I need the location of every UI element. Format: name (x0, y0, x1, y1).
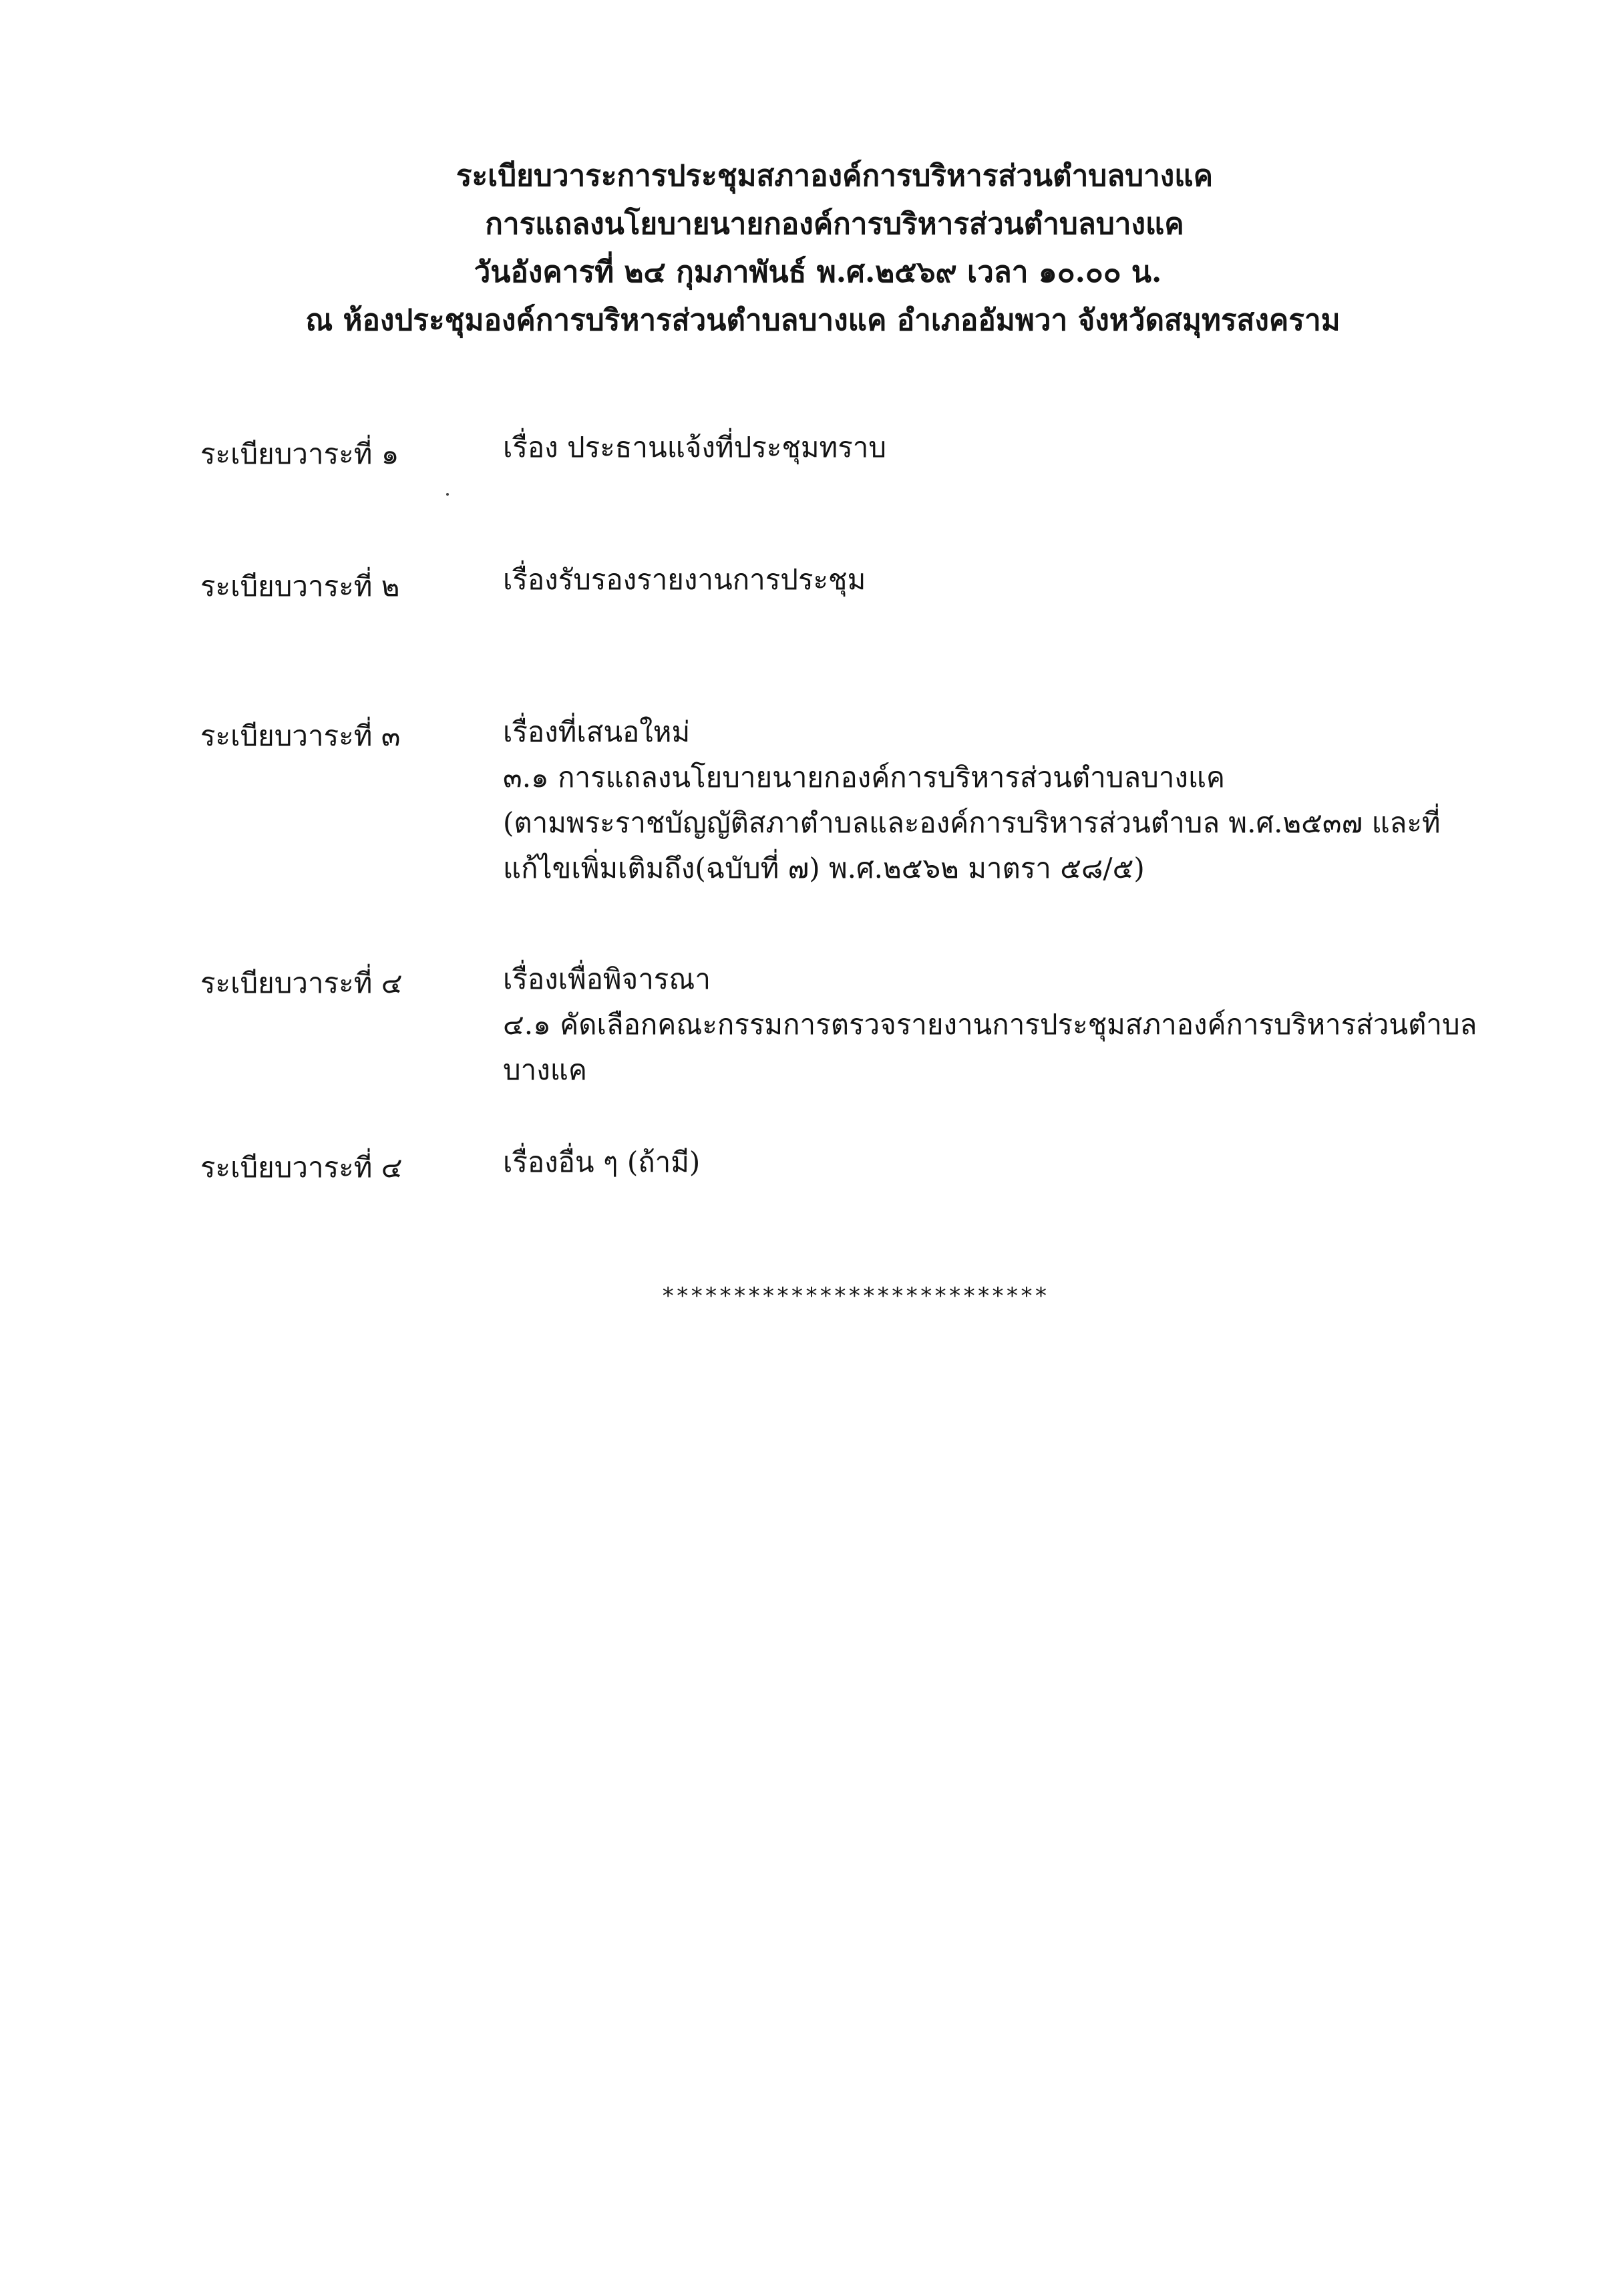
agenda-label: ระเบียบวาระที่ ๓ (200, 719, 401, 752)
header-title: ระเบียบวาระการประชุมสภาองค์การบริหารส่วนตำบลบางแค (456, 159, 1214, 193)
agenda-line: เรื่องที่เสนอใหม่ (503, 715, 691, 748)
end-separator: *************************** (661, 1283, 1049, 1309)
agenda-line: บางแค (503, 1053, 587, 1086)
agenda-line: ๓.๑ การแถลงนโยบายนายกองค์การบริหารส่วนตำบลบางแค (503, 761, 1226, 794)
agenda-line: แก้ไขเพิ่มเติมถึง(ฉบับที่ ๗) พ.ศ.๒๕๖๒ มาตรา ๕๘/๕) (503, 852, 1145, 884)
agenda-body (503, 425, 1491, 470)
agenda-line: (ตามพระราชบัญญัติสภาตำบลและองค์การบริหารส่วนตำบล พ.ศ.๒๕๓๗ และที่ (503, 806, 1441, 839)
header-venue: ณ ห้องประชุมองค์การบริหารส่วนตำบลบางแค อำเภออัมพวา จังหวัดสมุทรสงคราม (305, 303, 1340, 337)
agenda-line: เรื่องอื่น ๆ (ถ้ามี) (503, 1146, 701, 1178)
agenda-line: เรื่องเพื่อพิจารณา (503, 963, 711, 995)
agenda-line: เรื่อง ประธานแจ้งที่ประชุมทราบ (503, 431, 887, 464)
agenda-label: ระเบียบวาระที่ ๔ (200, 967, 403, 999)
header-subtitle: การแถลงนโยบายนายกองค์การบริหารส่วนตำบลบางแค (485, 207, 1184, 241)
agenda-body (503, 709, 1491, 891)
header-date-time: วันอังคารที่ ๒๔ กุมภาพันธ์ พ.ศ.๒๕๖๙ เวลา ๑๐.๐๐ น. (474, 255, 1162, 289)
agenda-line: ๔.๑ คัดเลือกคณะกรรมการตรวจรายงานการประชุมสภาองค์การบริหารส่วนตำบล (503, 1008, 1477, 1041)
agenda-label: ระเบียบวาระที่ ๒ (200, 570, 400, 603)
agenda-body (503, 957, 1491, 1093)
agenda-body (503, 557, 1491, 603)
agenda-line: เรื่องรับรองรายงานการประชุม (503, 563, 866, 596)
scan-speck (446, 493, 449, 496)
agenda-label: ระเบียบวาระที่ ๔ (200, 1151, 403, 1184)
document-header (0, 152, 1609, 345)
agenda-label: ระเบียบวาระที่ ๑ (200, 438, 399, 470)
agenda-body (503, 1140, 1491, 1185)
